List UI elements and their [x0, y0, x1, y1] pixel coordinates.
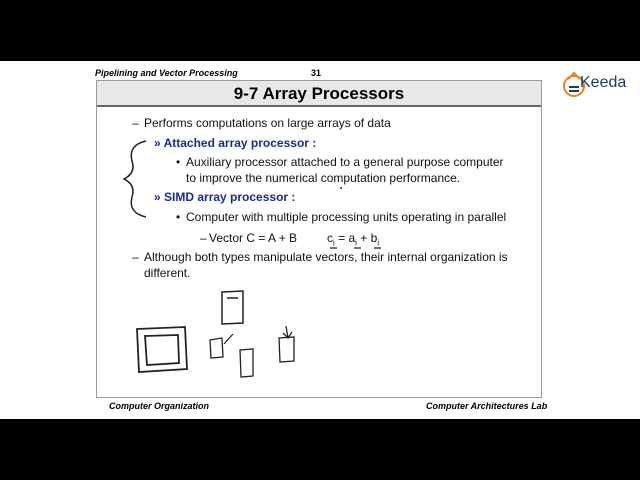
- footer-lab: Computer Architectures Lab: [426, 401, 548, 411]
- top-box-sketch: [222, 291, 243, 324]
- auxiliary-line-2: to improve the numerical computation performance.: [186, 171, 461, 185]
- bullet-dash: –: [132, 116, 139, 130]
- small-box-sketch-3: [279, 326, 294, 362]
- handwritten-annotations: [0, 61, 640, 419]
- connector-stroke: [224, 334, 233, 344]
- item-bullet: •: [176, 210, 181, 224]
- attached-label: Attached array processor :: [163, 136, 317, 150]
- small-box-sketch-2: [240, 349, 253, 377]
- footer-course: Computer Organization: [109, 401, 210, 411]
- header-section-title: Pipelining and Vector Processing: [95, 68, 238, 78]
- slide-title: 9-7 Array Processors: [233, 84, 405, 103]
- vector-dash: –: [200, 231, 207, 245]
- bullet-arrays: Performs computations on large arrays of data: [144, 116, 391, 130]
- header-page-number: 31: [311, 68, 322, 78]
- big-box-sketch: [137, 327, 187, 372]
- organization-line-1: Although both types manipulate vectors, their internal organization is: [144, 250, 508, 264]
- curly-brace-annotation: [124, 141, 146, 217]
- simd-description: Computer with multiple processing units operating in parallel: [186, 210, 507, 224]
- bullet-dash: –: [132, 250, 139, 264]
- organization-line-2: different.: [144, 266, 191, 280]
- item-bullet: •: [176, 155, 181, 169]
- auxiliary-line-1: Auxiliary processor attached to a general purpose computer: [186, 155, 504, 169]
- logo-text: Keeda: [580, 74, 627, 91]
- ink-dot: [340, 187, 342, 189]
- small-box-sketch-1: [210, 338, 223, 358]
- slide: [0, 61, 640, 419]
- simd-label: SIMD array processor :: [164, 190, 296, 204]
- element-formula: $c_i = a_i + b_i$: [327, 231, 380, 248]
- vector-equation: Vector C = A + B: [209, 231, 298, 245]
- sub-bullet-simd: » SIMD array processor :: [154, 190, 296, 204]
- sub-bullet-attached: » Attached array processor :: [154, 136, 317, 150]
